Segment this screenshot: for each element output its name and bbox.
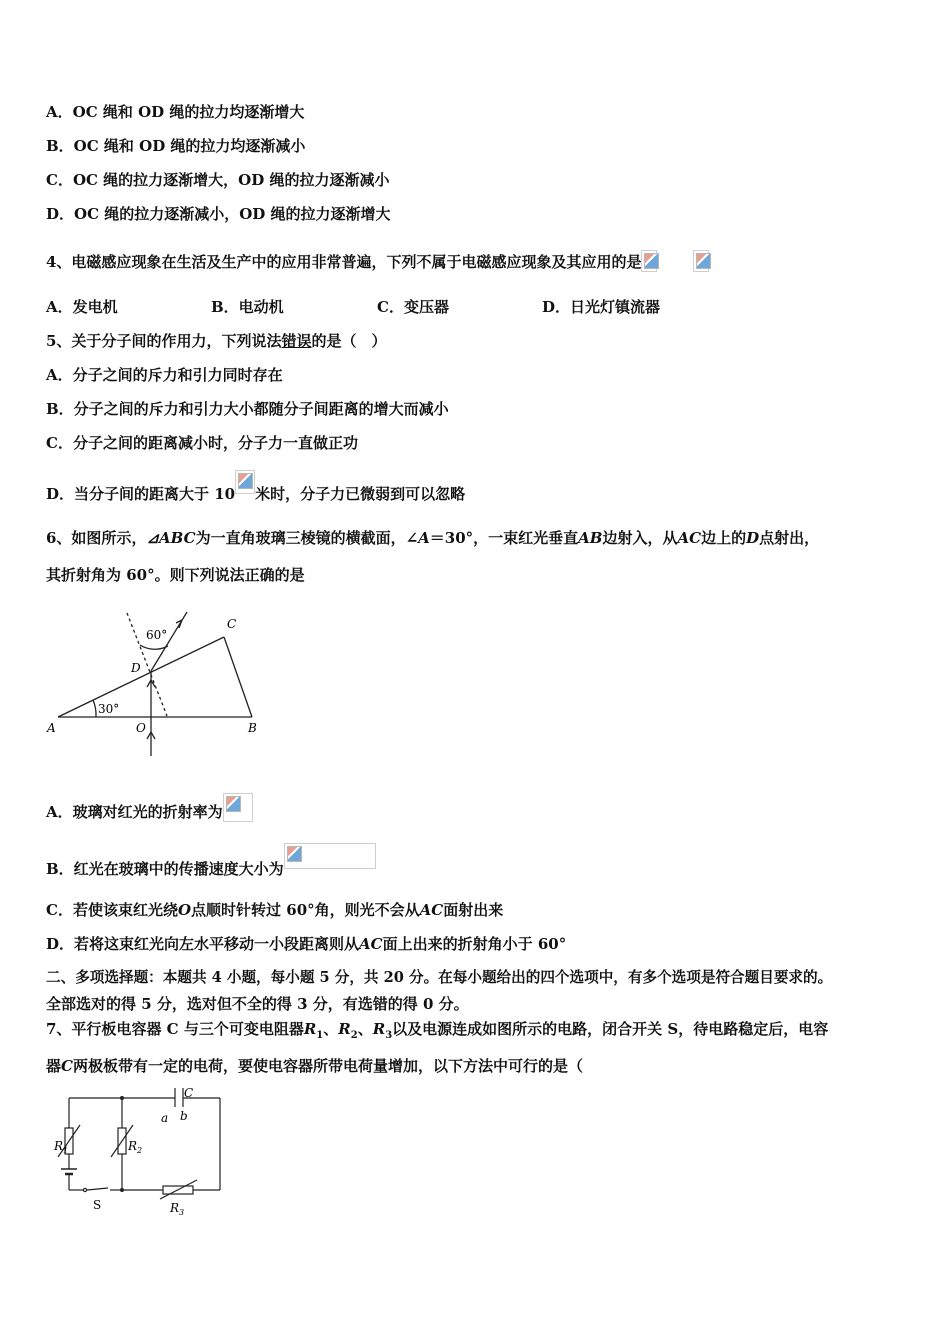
q4-options xyxy=(46,297,746,317)
label-r1 xyxy=(53,1139,68,1155)
q5-stem-post: 的是（ ） xyxy=(311,332,387,350)
q3-option-a: A．OC 绳和 OD 绳的拉力均逐渐增大 xyxy=(46,103,305,121)
q6-stem-line2: 其折射角为 60°。则下列说法正确的是 xyxy=(46,566,305,584)
q4-option-c: C．变压器 xyxy=(377,298,449,316)
label-angle-60: 60° xyxy=(146,628,168,642)
q6-option-c-o: O xyxy=(177,901,192,919)
q7-r3-sub: 3 xyxy=(385,1030,393,1041)
q4-option-a: A．发电机 xyxy=(46,298,118,316)
label-plate-a: a xyxy=(161,1111,169,1125)
q5-stem xyxy=(46,331,386,351)
label-a: A xyxy=(47,721,56,735)
q6-option-d-2: 面上出来的折射角小于 60° xyxy=(382,935,567,953)
q6-option-d xyxy=(46,934,566,954)
q6-d: D xyxy=(746,529,760,547)
label-r3-letter: R xyxy=(170,1201,180,1215)
q6-stem-5: 边上的 xyxy=(701,529,747,547)
q7-stem-line2 xyxy=(46,1056,583,1076)
q4-option-d: D．日光灯镇流器 xyxy=(542,298,661,316)
q7-r3: R xyxy=(372,1020,386,1038)
r3-variable-arrow xyxy=(160,1180,197,1199)
q6-option-c-2: 点顺时针转过 60°角，则光不会从 xyxy=(191,901,420,919)
label-r2 xyxy=(127,1139,142,1155)
q6-stem-6: 点射出， xyxy=(759,529,820,547)
label-r2-letter: R xyxy=(128,1139,138,1153)
label-angle-30: 30° xyxy=(98,702,120,716)
label-r1-letter: R xyxy=(54,1139,64,1153)
q3-option-b: B．OC 绳和 OD 绳的拉力均逐渐减小 xyxy=(46,137,306,155)
q5-option-d xyxy=(46,480,465,504)
q4-option-b: B．电动机 xyxy=(211,298,284,316)
q5-stem-underlined: 错误 xyxy=(281,332,312,350)
q7-c-label: C xyxy=(61,1057,73,1075)
q7-stem-1: 7、平行板电容器 C 与三个可变电阻器 xyxy=(46,1020,304,1038)
q6-ac: AC xyxy=(677,529,702,547)
label-r2-sub: 2 xyxy=(137,1146,143,1155)
q7-sep1: 、 xyxy=(323,1020,339,1038)
q6-stem-1: 6、如图所示， xyxy=(46,529,147,547)
q6-option-a xyxy=(46,793,253,822)
q7-r2: R xyxy=(338,1020,351,1038)
section2-line2: 全部选对的得 5 分，选对但不全的得 3 分，有选错的得 0 分。 xyxy=(46,995,469,1013)
q6-option-d-ac: AC xyxy=(359,935,383,953)
q3-option-c: C．OC 绳的拉力逐渐增大，OD 绳的拉力逐渐减小 xyxy=(46,171,390,189)
node-bottom xyxy=(120,1188,124,1192)
q6-option-c xyxy=(46,900,503,920)
q7-r2-sub: 2 xyxy=(350,1030,358,1041)
q6-option-c-ac: AC xyxy=(419,901,444,919)
q6-stem-3: ＝30°，一束红光垂直 xyxy=(429,529,579,547)
label-switch-s: S xyxy=(93,1198,102,1212)
q7-r1-sub: 1 xyxy=(316,1030,324,1041)
q6-option-c-1: C．若使该束红光绕 xyxy=(46,901,178,919)
q6-triangle: ⊿ABC xyxy=(146,529,196,547)
prism-edge-bc xyxy=(224,637,252,717)
switch-contact-left xyxy=(83,1188,86,1191)
label-r3-sub: 3 xyxy=(179,1208,185,1217)
label-b: B xyxy=(248,721,257,735)
q6-stem-4: 边射入，从 xyxy=(602,529,678,547)
q6-option-b xyxy=(46,853,376,879)
q7-sep2: 、 xyxy=(357,1020,373,1038)
q7-r1: R xyxy=(303,1020,317,1038)
q6-option-d-1: D．若将这束红光向左水平移动一小段距离则从 xyxy=(46,935,360,953)
node-top xyxy=(120,1096,124,1100)
label-c: C xyxy=(227,617,237,631)
q5-stem-pre: 5、关于分子间的作用力，下列说法 xyxy=(46,332,282,350)
q7-stem xyxy=(46,1019,828,1046)
q6-stem-2: 为一直角玻璃三棱镜的横截面， xyxy=(195,529,406,547)
q7-line2-pre: 器 xyxy=(46,1057,62,1075)
q6-ab: AB xyxy=(578,529,603,547)
label-r1-sub: 1 xyxy=(63,1146,69,1155)
prism-diagram xyxy=(44,608,274,763)
broken-image-icon xyxy=(693,250,709,272)
broken-image-icon xyxy=(284,843,376,869)
q5-option-c: C．分子之间的距离减小时，分子力一直做正功 xyxy=(46,434,358,452)
q6-stem xyxy=(46,528,819,548)
q5-option-d-pre: D．当分子间的距离大于 10 xyxy=(46,485,236,503)
q4-stem-text: 4、电磁感应现象在生活及生产中的应用非常普遍，下列不属于电磁感应现象及其应用的是 xyxy=(46,253,642,271)
label-d: D xyxy=(131,661,141,675)
q3-option-d: D．OC 绳的拉力逐渐减小，OD 绳的拉力逐渐增大 xyxy=(46,205,391,223)
q6-angle: ∠A xyxy=(405,529,430,547)
q7-line2-post: 两极板带有一定的电荷，要使电容器所带电荷量增加，以下方法中可行的是（ xyxy=(72,1057,583,1075)
section2-line1: 二、多项选择题：本题共 4 小题，每小题 5 分，共 20 分。在每小题给出的四个选项中，有多个选项是符合题目要求的。 xyxy=(46,969,833,986)
q4-stem xyxy=(46,250,709,272)
label-plate-b: b xyxy=(180,1109,188,1123)
q6-option-a-text: A．玻璃对红光的折射率为 xyxy=(46,803,223,821)
switch-blade xyxy=(87,1188,108,1190)
angle-60-arc xyxy=(140,645,168,649)
label-o: O xyxy=(136,721,146,735)
q6-option-c-3: 面射出来 xyxy=(443,901,504,919)
broken-image-icon xyxy=(641,250,657,272)
angle-30-arc xyxy=(93,700,96,717)
q5-option-d-post: 米时，分子力已微弱到可以忽略 xyxy=(255,485,466,503)
circuit-diagram xyxy=(50,1085,235,1220)
label-r3 xyxy=(169,1201,184,1217)
q5-option-a: A．分子之间的斥力和引力同时存在 xyxy=(46,366,283,384)
broken-image-icon xyxy=(223,793,253,822)
q7-stem-2: 以及电源连成如图所示的电路，闭合开关 S，待电路稳定后，电容 xyxy=(392,1020,829,1038)
label-capacitor-c: C xyxy=(184,1086,194,1100)
broken-image-icon xyxy=(235,470,255,494)
q6-option-b-text: B．红光在玻璃中的传播速度大小为 xyxy=(46,860,284,878)
q5-option-b: B．分子之间的斥力和引力大小都随分子间距离的增大而减小 xyxy=(46,400,449,418)
